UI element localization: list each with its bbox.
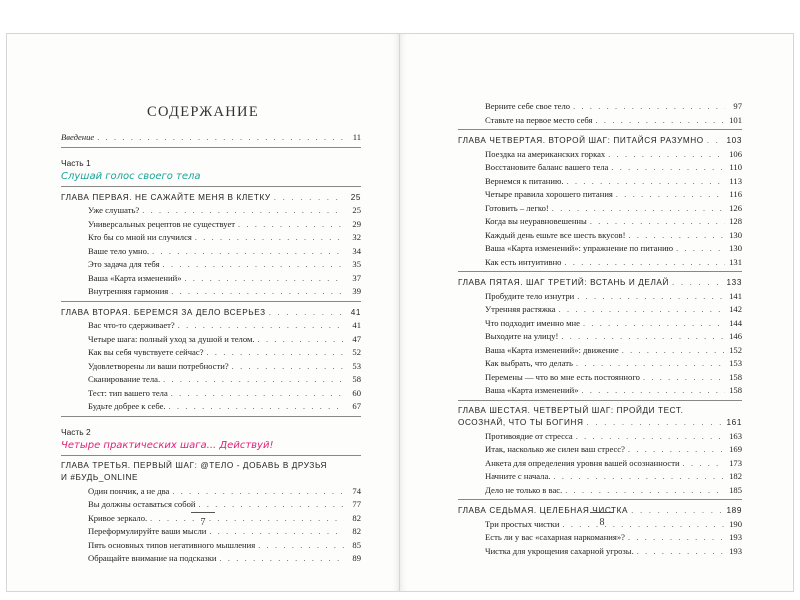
- leader-dots: [232, 360, 344, 374]
- toc-entry: [61, 204, 361, 218]
- page-number-right: [582, 512, 622, 528]
- page-title: СОДЕРЖАНИЕ: [147, 104, 259, 120]
- chapter-page: 133: [726, 278, 742, 287]
- entry-title: Дело не только в вас.: [485, 484, 563, 495]
- leader-dots: [583, 317, 725, 331]
- divider: [61, 455, 361, 456]
- toc-entry: [458, 188, 742, 202]
- entry-page: 101: [729, 114, 742, 125]
- entry-page: 58: [352, 374, 361, 384]
- entry-title: Уже слушать?: [88, 205, 140, 215]
- leader-dots: [622, 344, 725, 358]
- entry-page: 32: [352, 232, 361, 242]
- chapter-5-entries: [458, 290, 742, 398]
- leader-dots: [564, 256, 725, 270]
- leader-dots: [142, 204, 344, 218]
- leader-dots: [258, 333, 344, 347]
- entry-title: Как выбрать, что делать: [485, 358, 573, 368]
- toc-entry: [458, 344, 742, 358]
- toc-chapter-3: [61, 460, 361, 485]
- chapter-title-line-1: ГЛАВА ШЕСТАЯ. ЧЕТВЕРТЫЙ ШАГ: ПРОЙДИ ТЕСТ.: [458, 405, 684, 415]
- entry-page: 11: [352, 132, 361, 142]
- entry-page: 158: [729, 385, 742, 395]
- entry-page: 106: [729, 148, 742, 159]
- leader-dots: [258, 539, 344, 553]
- leader-dots: [577, 290, 725, 304]
- toc-chapter-6: [458, 405, 742, 430]
- book-spread: [6, 33, 794, 590]
- leader-dots: [707, 134, 724, 148]
- toc-entry: [61, 539, 361, 553]
- leader-dots: [207, 346, 344, 360]
- leader-dots: [561, 330, 725, 344]
- entry-title: Как вы себя чувствуете сейчас?: [88, 347, 204, 357]
- leader-dots: [97, 131, 344, 145]
- chapter-4-entries: [458, 148, 742, 270]
- entry-title: Вы должны оставаться собой: [88, 499, 196, 509]
- toc-left: [61, 131, 361, 566]
- toc-entry: [458, 443, 742, 457]
- entry-title: Готовить – легко!: [485, 202, 549, 213]
- toc-entry: [61, 552, 361, 566]
- entry-page: 130: [729, 229, 742, 240]
- entry-title: Итак, насколько же силен ваш стресс?: [485, 444, 625, 454]
- page-number: 8: [599, 517, 605, 528]
- divider: [458, 271, 742, 272]
- entry-page: 110: [729, 162, 742, 172]
- page-number-left: [183, 512, 223, 528]
- chapter-page: 25: [350, 192, 361, 202]
- leader-dots: [631, 504, 723, 518]
- part-2-subtitle: Четыре практических шага... Действуй!: [61, 439, 274, 451]
- chapter-page: 161: [726, 418, 742, 427]
- entry-page: 53: [352, 360, 361, 371]
- entry-page: 82: [352, 512, 361, 523]
- entry-title: Как есть интуитивно: [485, 256, 562, 267]
- entry-page: 41: [352, 320, 361, 330]
- entry-page: 141: [729, 290, 742, 301]
- entry-page: 60: [352, 387, 361, 398]
- entry-page: 193: [729, 532, 742, 542]
- chapter-title: ГЛАВА ВТОРАЯ. БЕРЕМСЯ ЗА ДЕЛО ВСЕРЬЕЗ: [61, 307, 266, 317]
- entry-title: Верните себе свое тело: [485, 101, 571, 111]
- leader-dots: [576, 430, 725, 444]
- chapter-page: 103: [726, 136, 742, 145]
- entry-page: 169: [729, 444, 742, 454]
- leader-dots: [676, 242, 725, 256]
- entry-title: Поездка на американских горках: [485, 148, 606, 159]
- leader-dots: [628, 531, 725, 545]
- chapter-title: ГЛАВА ЧЕТВЕРТАЯ. ВТОРОЙ ШАГ: ПИТАЙСЯ РАЗУМНО: [458, 136, 704, 145]
- entry-page: 142: [729, 304, 742, 314]
- leader-dots: [596, 114, 725, 128]
- entry-title: Четыре шага: полный уход за душой и телом.: [88, 333, 255, 344]
- chapter-2-entries: [61, 319, 361, 414]
- toc-entry: [61, 285, 361, 299]
- leader-dots: [185, 272, 345, 286]
- toc-entry: [458, 161, 742, 175]
- entry-title: Начните с начала.: [485, 471, 551, 481]
- entry-title: Один пончик, а не два: [88, 485, 170, 496]
- entry-page: 126: [729, 202, 742, 213]
- leader-dots: [559, 303, 725, 317]
- leader-dots: [150, 512, 344, 526]
- entry-page: 193: [729, 545, 742, 556]
- leader-dots: [637, 545, 725, 559]
- leader-dots: [672, 276, 724, 290]
- toc-chapter-2: [61, 306, 361, 320]
- entry-title: Ваше тело умно.: [88, 245, 150, 256]
- leader-dots: [269, 306, 344, 320]
- toc-entry: [61, 485, 361, 499]
- toc-entry: [458, 303, 742, 317]
- leader-dots: [586, 417, 723, 430]
- part-1-label: Часть 1: [61, 157, 91, 168]
- toc-entry: [458, 384, 742, 398]
- leader-dots: [552, 202, 725, 216]
- entry-page: 144: [729, 317, 742, 328]
- toc-entry: [458, 531, 742, 545]
- toc-entry: [458, 229, 742, 243]
- entry-title: Пять основных типов негативного мышления: [88, 539, 256, 550]
- entry-title: Это задача для тебя: [88, 259, 160, 269]
- leader-dots: [274, 191, 344, 205]
- left-page: [6, 33, 400, 592]
- leader-dots: [219, 552, 344, 566]
- entry-title: Каждый день ешьте все шесть вкусов!: [485, 229, 626, 240]
- leader-dots: [209, 525, 344, 539]
- entry-page: 163: [729, 430, 742, 441]
- leader-dots: [611, 161, 725, 175]
- entry-page: 97: [733, 101, 742, 111]
- entry-title: Противоядие от стресса: [485, 430, 573, 441]
- entry-page: 185: [729, 484, 742, 495]
- leader-dots: [198, 498, 344, 512]
- entry-title: Внутренняя гармония: [88, 286, 169, 296]
- leader-dots: [683, 457, 725, 471]
- toc-entry: [458, 202, 742, 216]
- entry-page: 74: [352, 485, 361, 496]
- toc-entry: [458, 430, 742, 444]
- toc-entry: [61, 400, 361, 414]
- divider: [61, 416, 361, 417]
- entry-title: Ваша «Карта изменений»: движение: [485, 344, 619, 355]
- toc-entry: [458, 114, 742, 128]
- toc-entry: [458, 317, 742, 331]
- divider: [61, 186, 361, 187]
- leader-dots: [195, 231, 344, 245]
- toc-right: [458, 100, 742, 558]
- entry-page: 29: [352, 218, 361, 229]
- entry-title: Перемены — что во мне есть постоянного: [485, 371, 640, 382]
- toc-entry: [458, 470, 742, 484]
- entry-page: 152: [729, 344, 742, 355]
- chapter-title-line-2-row: [458, 417, 742, 430]
- toc-entry-intro: [61, 131, 361, 145]
- toc-entry: [458, 545, 742, 559]
- entry-title: Ваша «Карта изменений»: упражнение по питанию: [485, 243, 674, 253]
- entry-page: 182: [729, 471, 742, 481]
- entry-page: 146: [729, 331, 742, 341]
- entry-page: 82: [352, 526, 361, 536]
- entry-page: 39: [352, 286, 361, 296]
- entry-title: Тест: тип вашего тела: [88, 387, 168, 398]
- chapter-title-line-2: ОСОЗНАЙ, ЧТО ТЫ БОГИНЯ: [458, 418, 584, 427]
- leader-dots: [567, 175, 725, 189]
- leader-dots: [553, 470, 725, 484]
- leader-dots: [582, 384, 726, 398]
- leader-dots: [608, 148, 725, 162]
- page-number: 7: [200, 517, 206, 528]
- entry-title: Переформулируйте ваши мысли: [88, 526, 207, 536]
- toc-entry: [61, 272, 361, 286]
- leader-dots: [169, 400, 344, 414]
- leader-dots: [616, 188, 725, 202]
- chapter-1-entries: [61, 204, 361, 299]
- part-1-subtitle: Слушай голос своего тела: [61, 170, 201, 182]
- entry-page: 67: [352, 401, 361, 411]
- part-2-label: Часть 2: [61, 426, 91, 437]
- entry-title: Восстановите баланс вашего тела: [485, 162, 609, 172]
- leader-dots: [590, 215, 725, 229]
- continued-entries: [458, 100, 742, 127]
- entry-title: Выходите на улицу!: [485, 331, 559, 341]
- toc-entry: [61, 319, 361, 333]
- entry-page: 77: [352, 499, 361, 509]
- chapter-title-line-2: И #БУДЬ_ONLINE: [61, 473, 139, 482]
- toc-entry: [458, 290, 742, 304]
- entry-page: 89: [352, 553, 361, 563]
- divider: [61, 147, 361, 148]
- leader-dots: [152, 245, 344, 259]
- entry-page: 131: [729, 256, 742, 267]
- chapter-title: ГЛАВА ПЕРВАЯ. НЕ САЖАЙТЕ МЕНЯ В КЛЕТКУ: [61, 192, 271, 202]
- entry-title: Четыре правила хорошего питания: [485, 189, 613, 199]
- leader-dots: [171, 285, 344, 299]
- entry-page: 173: [729, 457, 742, 468]
- toc-entry: [458, 100, 742, 114]
- leader-dots: [628, 443, 725, 457]
- chapter-page: 189: [726, 506, 742, 515]
- entry-page: 37: [352, 272, 361, 283]
- entry-title: Введение: [61, 132, 95, 142]
- toc-entry: [458, 484, 742, 498]
- toc-entry: [61, 245, 361, 259]
- entry-title: Когда вы неуравновешенны: [485, 216, 587, 226]
- toc-entry: [458, 357, 742, 371]
- leader-dots: [163, 258, 344, 272]
- leader-dots: [178, 319, 344, 333]
- chapter-6-entries: [458, 430, 742, 498]
- chapter-page: 41: [350, 307, 361, 317]
- toc-entry: [61, 218, 361, 232]
- entry-page: 35: [352, 259, 361, 269]
- leader-dots: [628, 229, 725, 243]
- entry-title: Будьте добрее к себе.: [88, 401, 166, 411]
- chapter-title-line-1: ГЛАВА ТРЕТЬЯ. ПЕРВЫЙ ШАГ: @ТЕЛО - ДОБАВЬ В ДРУЗЬЯ: [61, 460, 328, 470]
- divider: [61, 301, 361, 302]
- toc-entry: [458, 215, 742, 229]
- toc-entry: [61, 231, 361, 245]
- divider: [458, 129, 742, 130]
- entry-title: Утренняя растяжка: [485, 304, 556, 314]
- entry-title: Кривое зеркало.: [88, 512, 148, 523]
- toc-entry: [61, 333, 361, 347]
- leader-dots: [238, 218, 344, 232]
- entry-title: Удовлетворены ли ваши потребности?: [88, 360, 229, 371]
- toc-entry: [458, 371, 742, 385]
- divider: [458, 499, 742, 500]
- entry-title: Обращайте внимание на подсказки: [88, 553, 217, 563]
- toc-chapter-1: [61, 191, 361, 205]
- entry-title: Универсальных рецептов не существует: [88, 218, 236, 229]
- entry-page: 128: [729, 216, 742, 226]
- entry-page: 116: [729, 189, 742, 199]
- chapter-title: ГЛАВА СЕДЬМАЯ. ЦЕЛЕБНАЯ ЧИСТКА: [458, 506, 629, 515]
- entry-title: Вернемся к питанию.: [485, 175, 564, 186]
- entry-title: Сканирование тела.: [88, 374, 161, 384]
- chapter-title: ГЛАВА ПЯТАЯ. ШАГ ТРЕТИЙ: ВСТАНЬ И ДЕЛАЙ: [458, 278, 669, 287]
- leader-dots: [565, 484, 725, 498]
- toc-entry: [61, 258, 361, 272]
- entry-page: 47: [352, 333, 361, 344]
- toc-chapter-5: [458, 276, 742, 290]
- divider: [458, 400, 742, 401]
- entry-title: Есть ли у вас «сахарная наркомания»?: [485, 532, 625, 542]
- entry-page: 158: [729, 371, 742, 382]
- toc-entry: [61, 498, 361, 512]
- entry-page: 34: [352, 245, 361, 256]
- toc-entry: [458, 330, 742, 344]
- folio-rule: [590, 512, 614, 513]
- toc-chapter-4: [458, 134, 742, 148]
- toc-entry: [458, 457, 742, 471]
- entry-title: Ваша «Карта изменений»: [485, 385, 579, 395]
- toc-entry: [61, 373, 361, 387]
- entry-page: 130: [729, 243, 742, 253]
- leader-dots: [172, 485, 344, 499]
- entry-title: Вас что-то сдерживает?: [88, 320, 175, 330]
- entry-title: Что подходит именно мне: [485, 317, 580, 328]
- entry-title: Чистка для укрощения сахарной угрозы.: [485, 545, 634, 556]
- toc-entry: [458, 148, 742, 162]
- right-page: [399, 33, 794, 592]
- entry-title: Пробудите тело изнутри: [485, 290, 575, 301]
- leader-dots: [163, 373, 344, 387]
- entry-title: Ставьте на первое место себя: [485, 114, 593, 125]
- entry-page: 25: [352, 205, 361, 215]
- toc-entry: [458, 242, 742, 256]
- entry-page: 153: [729, 358, 742, 368]
- leader-dots: [576, 357, 725, 371]
- entry-page: 190: [729, 518, 742, 529]
- toc-entry: [61, 360, 361, 374]
- leader-dots: [643, 371, 725, 385]
- toc-entry: [458, 175, 742, 189]
- entry-page: 52: [352, 347, 361, 357]
- entry-page: 85: [352, 539, 361, 550]
- entry-title: Кто бы со мной ни случился: [88, 232, 192, 242]
- entry-page: 113: [729, 175, 742, 186]
- leader-dots: [171, 387, 344, 401]
- leader-dots: [573, 100, 725, 114]
- toc-entry: [61, 387, 361, 401]
- entry-title: Ваша «Карта изменений»: [88, 272, 182, 283]
- entry-title: Анкета для определения уровня вашей осознанности: [485, 457, 680, 468]
- toc-entry: [61, 346, 361, 360]
- folio-rule: [191, 512, 215, 513]
- toc-entry: [458, 256, 742, 270]
- entry-title: Три простых чистки: [485, 518, 560, 529]
